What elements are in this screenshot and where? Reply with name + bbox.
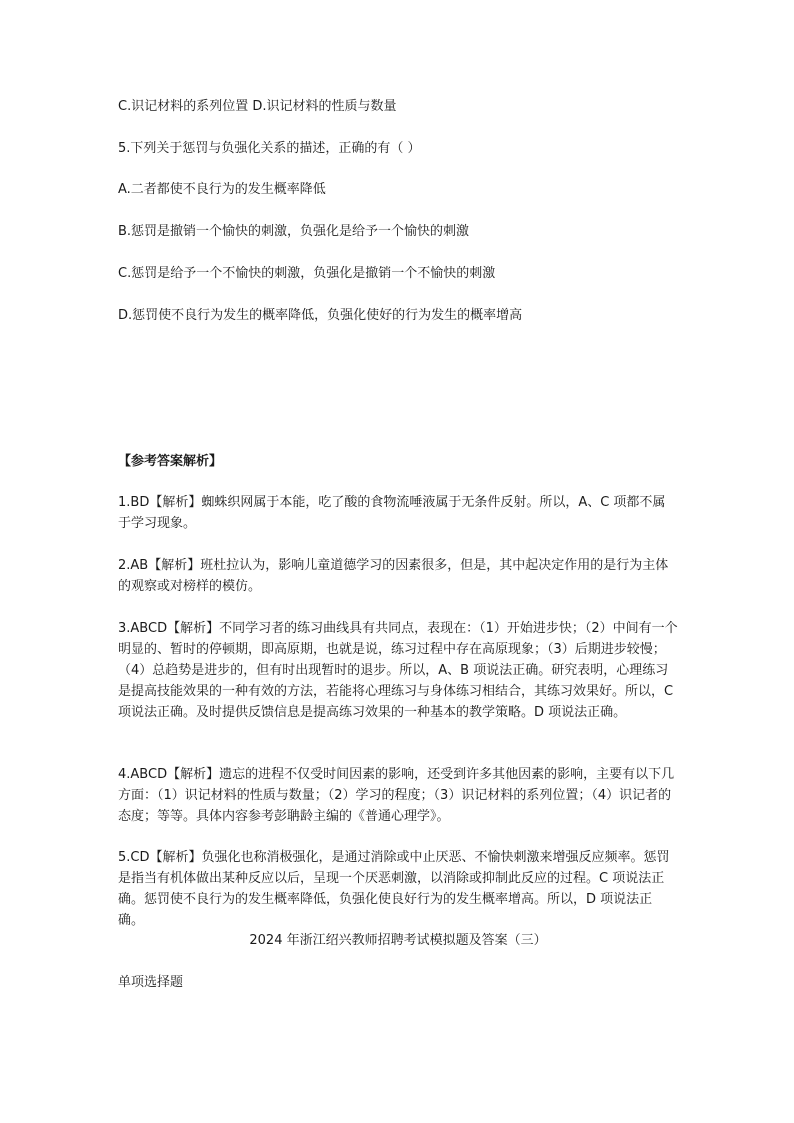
q4-options-cd: C.识记材料的系列位置 D.识记材料的性质与数量 <box>118 99 397 114</box>
answers-heading: 【参考答案解析】 <box>118 454 223 469</box>
answer-5: 5.CD【解析】负强化也称消极强化，是通过消除或中止厌恶、不愉快刺激来增强反应频率。惩罚是指当有机体做出某种反应以后，呈现一个厌恶刺激，以消除或抑制此反应的过程。C 项说法正确。惩罚使不良行为的发生概率降低，负强化使良好行为的发生概率增高。所以，D 项说法正确。 <box>118 850 670 928</box>
q5-option-c: C.惩罚是给予一个不愉快的刺激，负强化是撤销一个不愉快的刺激 <box>118 266 496 281</box>
q5-stem: 5.下列关于惩罚与负强化关系的描述，正确的有（ ） <box>118 141 421 156</box>
answer-2: 2.AB【解析】班杜拉认为，影响儿童道德学习的因素很多，但是，其中起决定作用的是行为主体的观察或对榜样的模仿。 <box>118 558 669 594</box>
section-title: 2024 年浙江绍兴教师招聘考试模拟题及答案（三） <box>249 933 547 948</box>
q5-option-d: D.惩罚使不良行为发生的概率降低，负强化使好的行为发生的概率增高 <box>118 308 523 323</box>
answer-3: 3.ABCD【解析】不同学习者的练习曲线具有共同点，表现在：（1）开始进步快；（2）中间有一个明显的、暂时的停顿期，即高原期，也就是说，练习过程中存在高原现象；（3）后期进步较慢；（4）总趋势是进步的，但有时出现暂时的退步。所以，A、B 项说法正确。研究表明，心理练习是提高技能效果的一种有效的方法，若能将心理练习与身体练习相结合，其练习效果好。所以，C 项说法正确。及时提供反馈信息是提高练习效果的一种基本的教学策略。D 项说法正确。 <box>118 621 678 720</box>
section-subtitle: 单项选择题 <box>118 975 184 990</box>
q5-option-b: B.惩罚是撤销一个愉快的刺激，负强化是给予一个愉快的刺激 <box>118 224 470 239</box>
answer-4: 4.ABCD【解析】遗忘的进程不仅受时间因素的影响，还受到许多其他因素的影响，主要有以下几方面：（1）识记材料的性质与数量；（2）学习的程度；（3）识记材料的系列位置；（4）识记者的态度；等等。具体内容参考彭聃龄主编的《普通心理学》。 <box>118 767 675 824</box>
answer-1: 1.BD【解析】蜘蛛织网属于本能，吃了酸的食物流唾液属于无条件反射。所以，A、C 项都不属于学习现象。 <box>118 495 666 531</box>
q5-option-a: A.二者都使不良行为的发生概率降低 <box>118 182 326 197</box>
